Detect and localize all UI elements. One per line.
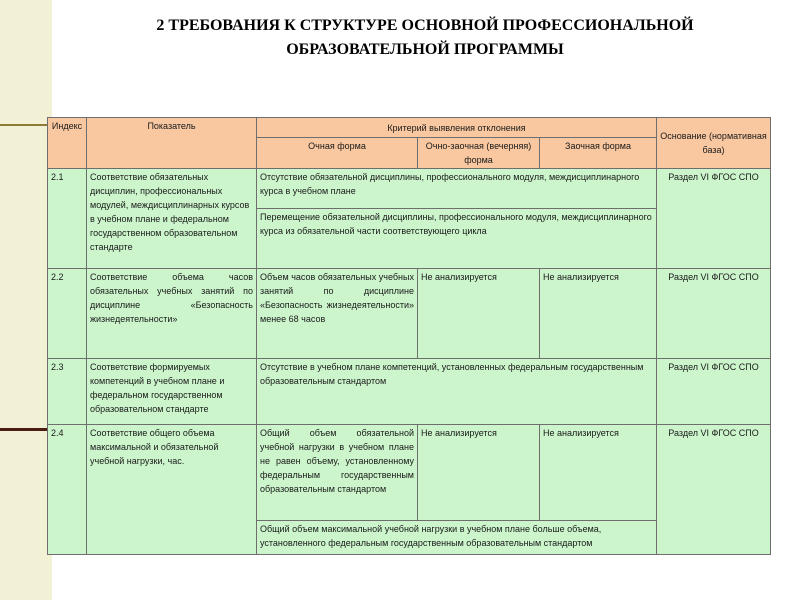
row-indicator: Соответствие формируемых компетенций в учебном плане и федеральном государственном образовательном стандарте <box>87 359 257 425</box>
requirements-table-wrap <box>47 117 770 555</box>
row-basis: Раздел VI ФГОС СПО <box>657 269 771 359</box>
row-indicator: Соответствие общего объема максимальной и обязательной учебной нагрузки, час. <box>87 425 257 555</box>
row-indicator: Соответствие обязательных дисциплин, профессиональных модулей, междисциплинарных курсов в учебном плане и федеральном государственном образовательном стандарте <box>87 169 257 269</box>
table-row <box>48 169 771 209</box>
row-basis: Раздел VI ФГОС СПО <box>657 169 771 269</box>
row-criterion-a: Отсутствие обязательной дисциплины, профессионального модуля, междисциплинарного курса в учебном плане <box>257 169 657 209</box>
table-row <box>48 425 771 521</box>
header-index: Индекс <box>48 118 87 169</box>
row-index: 2.4 <box>48 425 87 555</box>
slide-title-line-1: 2 ТРЕБОВАНИЯ К СТРУКТУРЕ ОСНОВНОЙ ПРОФЕССИОНАЛЬНОЙ <box>156 17 694 34</box>
slide-sidebar-band <box>0 0 52 600</box>
header-parttime: Очно-заочная (вечерняя) форма <box>418 138 540 169</box>
sidebar-rule-bottom <box>0 428 52 431</box>
slide-title <box>60 14 790 62</box>
row-parttime: Не анализируется <box>418 425 540 521</box>
row-parttime: Не анализируется <box>418 269 540 359</box>
row-fulltime: Объем часов обязательных учебных занятий по дисциплине «Безопасность жизнедеятельности» менее 68 часов <box>257 269 418 359</box>
table-row <box>48 269 771 359</box>
table-row <box>48 359 771 425</box>
row-basis: Раздел VI ФГОС СПО <box>657 425 771 555</box>
row-index: 2.3 <box>48 359 87 425</box>
sidebar-rule-accent <box>34 124 48 126</box>
row-index: 2.1 <box>48 169 87 269</box>
header-criterion: Критерий выявления отклонения <box>257 118 657 138</box>
row-index: 2.2 <box>48 269 87 359</box>
slide-title-line-2: ОБРАЗОВАТЕЛЬНОЙ ПРОГРАММЫ <box>286 41 564 58</box>
table-header-row-1 <box>48 118 771 138</box>
row-basis: Раздел VI ФГОС СПО <box>657 359 771 425</box>
row-criterion-b: Общий объем максимальной учебной нагрузки в учебном плане больше объема, установленного федеральным государственным образовательным стандартом <box>257 521 657 555</box>
row-indicator: Соответствие объема часов обязательных учебных занятий по дисциплине «Безопасность жизнедеятельности» <box>87 269 257 359</box>
row-criterion-b: Перемещение обязательной дисциплины, профессионального модуля, междисциплинарного курса из обязательной части соответствующего цикла <box>257 209 657 269</box>
row-correspondence: Не анализируется <box>540 425 657 521</box>
header-fulltime: Очная форма <box>257 138 418 169</box>
row-fulltime: Общий объем обязательной учебной нагрузки в учебном плане не равен объему, установленному федеральным государственным образовательным стандартом <box>257 425 418 521</box>
header-basis: Основание (нормативная база) <box>657 118 771 169</box>
header-indicator: Показатель <box>87 118 257 169</box>
row-criterion: Отсутствие в учебном плане компетенций, установленных федеральным государственным образовательным стандартом <box>257 359 657 425</box>
header-correspondence: Заочная форма <box>540 138 657 169</box>
requirements-table <box>47 117 771 555</box>
row-correspondence: Не анализируется <box>540 269 657 359</box>
